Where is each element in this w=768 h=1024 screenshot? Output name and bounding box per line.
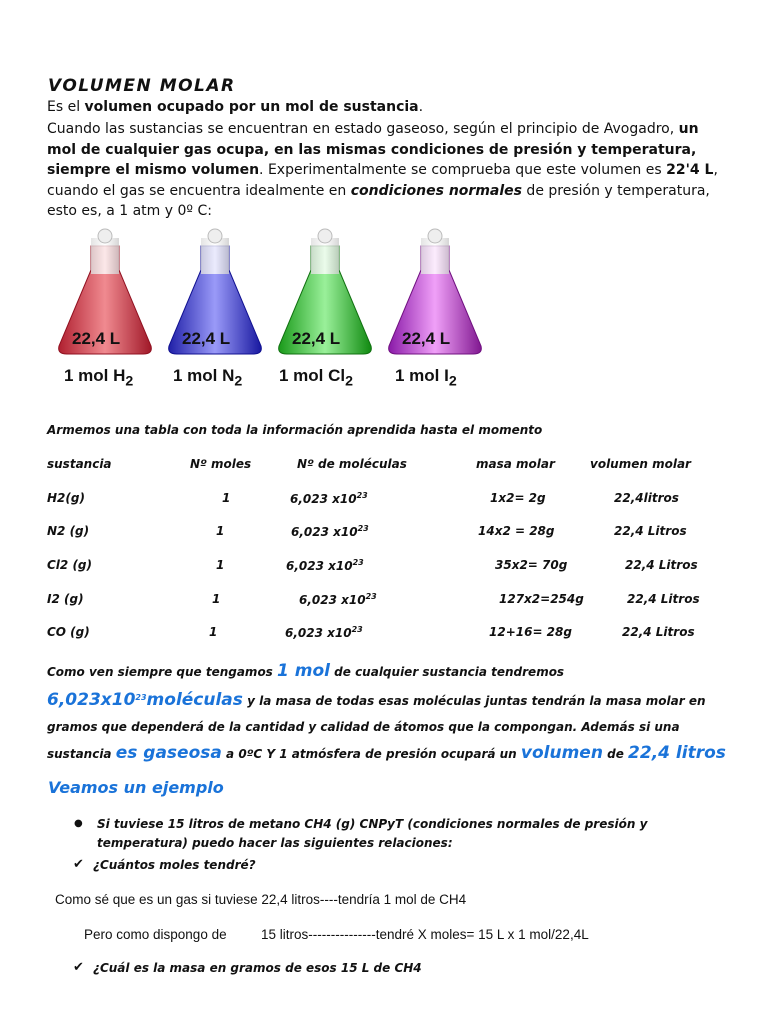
table-cell: 6,023 $x10^{23}$ [291, 524, 369, 539]
flask-caption: 1 mol $H_2$ [64, 366, 134, 390]
table-cell: 22,4 Litros [625, 558, 698, 572]
checkmark-icon: ✔ [73, 960, 84, 975]
table-cell: Cl2 (g) [47, 558, 93, 572]
flask-caption: 1 mol $Cl_2$ [279, 366, 353, 390]
flask-caption: 1 mol $N_2$ [173, 366, 243, 390]
question-2: ¿Cuál es la masa en gramos de esos 15 L de CH4 [93, 961, 422, 975]
table-header: masa molar [476, 457, 555, 471]
table-cell: 22,4litros [614, 491, 679, 505]
summary-paragraph: Como ven siempre que tengamos 1 mol de cualquier sustancia tendremos $6,023x10^{23}moléculas$ y la masa de todas esas moléculas juntas tendrán la masa molar en gramos que dependerá de la cantidad y calidad de átomos que la compongan. Además si una sustancia es gaseosa a 0ºC Y 1 atmósfera de presión ocupará un volumen de 22,4 litros [47, 661, 726, 763]
table-cell: 6,023 $x10^{23}$ [299, 592, 377, 607]
flask-caption: 1 mol $I_2$ [395, 366, 457, 390]
table-intro: Armemos una tabla con toda la información aprendida hasta el momento [47, 423, 543, 437]
table-cell: 1 [222, 491, 231, 505]
reasoning-line-2b: 15 litros---------------tendré X moles= 15 L x 1 mol/22,4L [261, 927, 589, 942]
table-header: Nº de moléculas [297, 457, 407, 471]
table-cell: 6,023 $x10^{23}$ [286, 558, 364, 573]
flask-volume-label: 22,4 L [72, 329, 121, 348]
table-header: Nº moles [190, 457, 252, 471]
table-cell: 1 [216, 524, 225, 538]
table-cell: H2(g) [47, 491, 85, 505]
table-cell: 1 [216, 558, 225, 572]
table-cell: 127x2=254g [499, 592, 584, 606]
question-1: ¿Cuántos moles tendré? [93, 858, 256, 872]
example-heading: Veamos un ejemplo [48, 778, 224, 797]
flasks-illustration [55, 228, 495, 393]
checkmark-icon: ✔ [73, 857, 84, 872]
definition-paragraph: Es el volumen ocupado por un mol de sustancia. [47, 99, 424, 115]
table-cell: 1x2= 2g [490, 491, 546, 505]
table-cell: 6,023 $x10^{23}$ [290, 491, 368, 506]
table-cell: N2 (g) [47, 524, 90, 538]
table-cell: 22,4 Litros [627, 592, 700, 606]
table-cell: 22,4 Litros [622, 625, 695, 639]
table-header: sustancia [47, 457, 112, 471]
table-cell: CO (g) [47, 625, 90, 639]
reasoning-line-1: Como sé que es un gas si tuviese 22,4 litros----tendría 1 mol de CH4 [55, 892, 467, 907]
page-title: VOLUMEN MOLAR [48, 76, 236, 96]
flask-volume-label: 22,4 L [292, 329, 341, 348]
table-cell: 6,023 $x10^{23}$ [285, 625, 363, 640]
table-cell: 14x2 = 28g [478, 524, 555, 538]
flask-volume-label: 22,4 L [182, 329, 231, 348]
table-cell: 1 [212, 592, 221, 606]
example-bullet-text: Si tuviese 15 litros de metano CH4 (g) CNPyT (condiciones normales de presión y temperatura) puedo hacer las siguientes relaciones: [97, 817, 648, 850]
table-cell: 12+16= 28g [489, 625, 572, 639]
table-cell: 22,4 Litros [614, 524, 687, 538]
table-header: volumen molar [590, 457, 691, 471]
reasoning-line-2a: Pero como dispongo de [84, 927, 227, 942]
flask-volume-label: 22,4 L [402, 329, 451, 348]
table-cell: I2 (g) [47, 592, 84, 606]
table-cell: 1 [209, 625, 218, 639]
avogadro-paragraph: Cuando las sustancias se encuentran en estado gaseoso, según el principio de Avogadro, un mol de cualquier gas ocupa, en las mismas condiciones de presión y temperatura, siempre el mismo volumen. Experimentalmente se comprueba que este volumen es 22'4 L, cuando el gas se encuentra idealmente en condiciones normales de presión y temperatura, esto es, a 1 atm y 0º C: [47, 121, 718, 219]
bullet-icon: ● [74, 818, 83, 829]
table-cell: 35x2= 70g [495, 558, 568, 572]
